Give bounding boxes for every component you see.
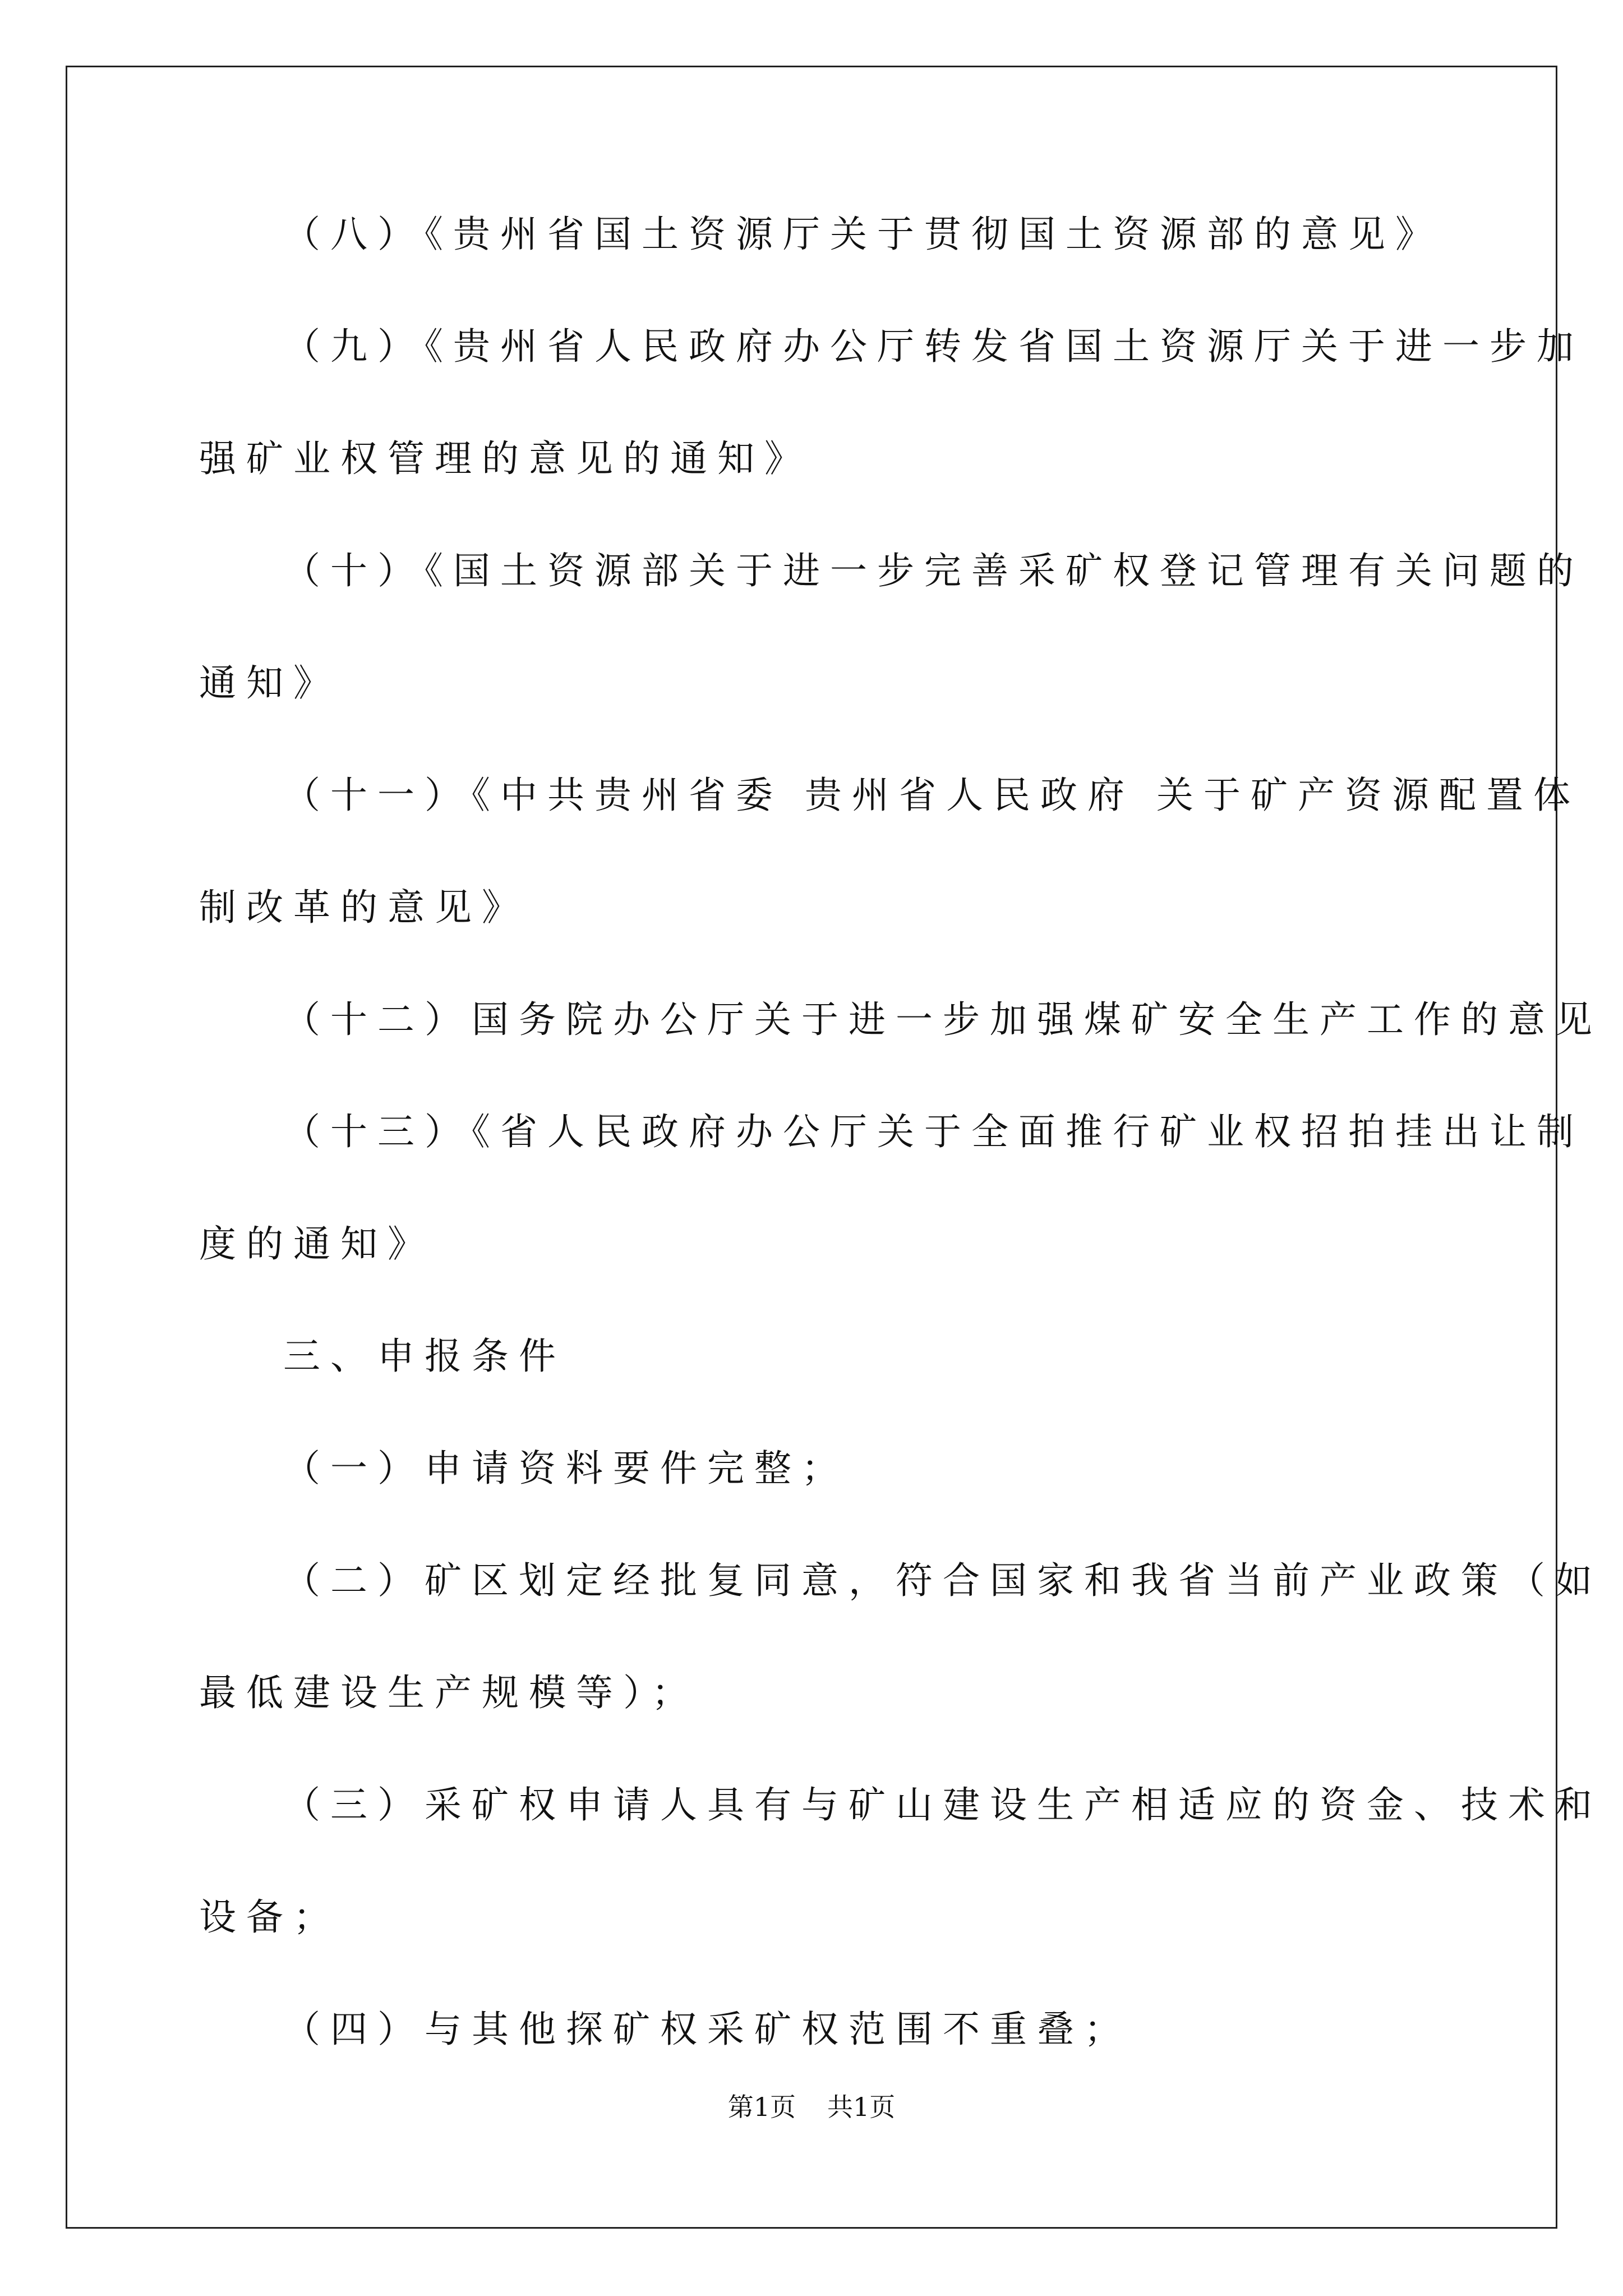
paragraph-line: 强矿业权管理的意见的通知》 (199, 437, 811, 480)
page-footer (0, 2091, 1623, 2123)
page-number: 第1页 (727, 2092, 796, 2122)
paragraph-line: 通知》 (199, 661, 340, 705)
paragraph-line: （十三）《省人民政府办公厅关于全面推行矿业权招拍挂出让制 (283, 1110, 1584, 1153)
paragraph-line: （三）采矿权申请人具有与矿山建设生产相适应的资金、技术和 (283, 1783, 1602, 1826)
paragraph-line: 制改革的意见》 (199, 886, 529, 929)
paragraph-line: （二）矿区划定经批复同意，符合国家和我省当前产业政策（如 (283, 1559, 1602, 1602)
paragraph-line: （九）《贵州省人民政府办公厅转发省国土资源厅关于进一步加 (283, 325, 1584, 368)
paragraph-line: （一）申请资料要件完整； (283, 1447, 849, 1490)
paragraph-line: （十）《国土资源部关于进一步完善采矿权登记管理有关问题的 (283, 549, 1584, 592)
paragraph-line: （十一）《中共贵州省委 贵州省人民政府 关于矿产资源配置体 (283, 774, 1580, 817)
page-total: 共1页 (827, 2092, 896, 2122)
paragraph-line: （四）与其他探矿权采矿权范围不重叠； (283, 2008, 1131, 2051)
paragraph-line: 度的通知》 (199, 1222, 435, 1266)
paragraph-line: 设备； (199, 1895, 340, 1939)
paragraph-line: （八）《贵州省国土资源厅关于贯彻国土资源部的意见》 (283, 213, 1442, 256)
paragraph-line: 最低建设生产规模等）； (199, 1671, 699, 1714)
paragraph-line: （十二）国务院办公厅关于进一步加强煤矿安全生产工作的意见 (283, 998, 1602, 1041)
section-heading: 三、申报条件 (283, 1335, 566, 1378)
